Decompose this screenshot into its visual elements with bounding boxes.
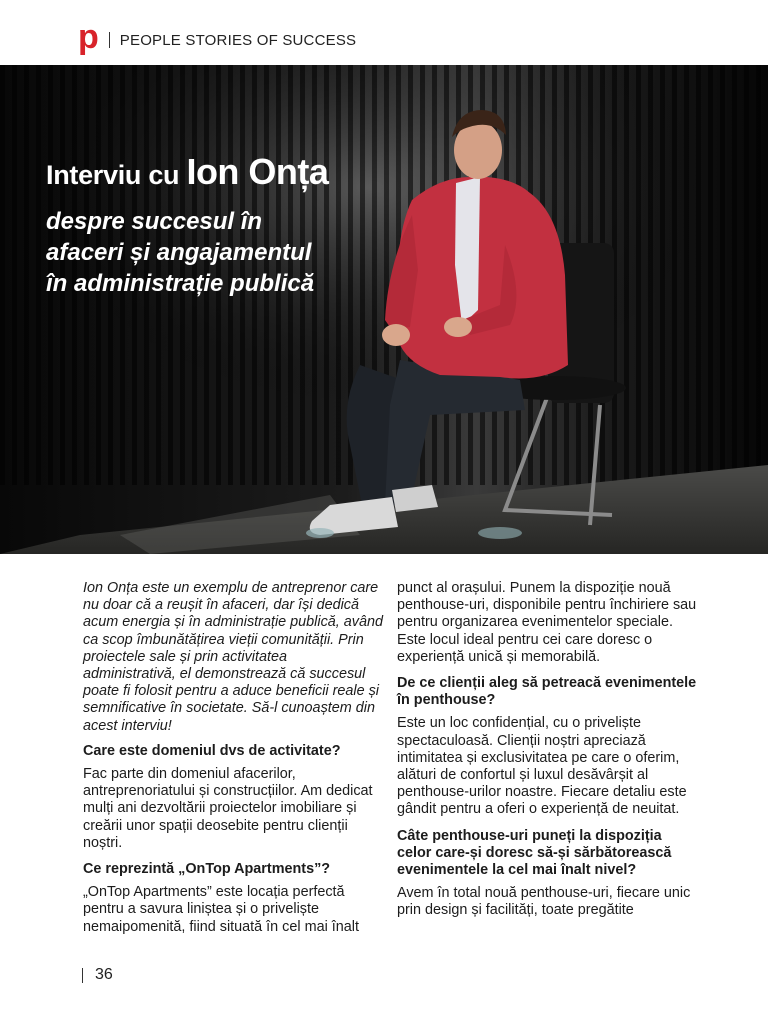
answer-paragraph: „OnTop Apartments” este locația perfectă pentru a savura liniștea și o priveliște nemaipomenită, fiind situată în cel mai înalt bbox=[83, 884, 359, 935]
answer-paragraph: Este un loc confidențial, cu o priveliște spectaculoasă. Clienții noștri apreciază intimitatea și exclusivitatea pe care o oferim, alături de confortul și luxul desăvârșit al penthouse-urilor noastre. Fiecare detaliu este gândit pentru a oferi o experiență de neuitat. bbox=[397, 715, 687, 818]
hero-title-prefix: Interviu cu bbox=[46, 160, 187, 190]
header-divider bbox=[109, 32, 110, 48]
answer-paragraph: punct al orașului. Punem la dispoziție nouă penthouse-uri, disponibile pentru închiriere sau pentru organizarea evenimentelor speciale. Este locul ideal pentru cei care doresc o experiență unică și memorabilă. bbox=[397, 580, 697, 665]
section-name: PEOPLE STORIES OF SUCCESS bbox=[119, 31, 357, 49]
page-header bbox=[78, 18, 357, 56]
hero-title bbox=[46, 151, 328, 193]
hero-subtitle bbox=[46, 206, 406, 299]
question-heading: De ce clienții aleg să petreacă evenimentele în penthouse? bbox=[397, 675, 697, 709]
question-heading: Câte penthouse-uri puneți la dispoziția celor care-și doresc să-și sărbătorească evenimentele la cel mai înalt nivel? bbox=[397, 827, 672, 879]
article-column-right bbox=[397, 580, 697, 929]
page-number: 36 bbox=[95, 966, 113, 983]
hero-photo bbox=[0, 65, 768, 554]
hero-title-name: Ion Onța bbox=[186, 151, 329, 192]
answer-paragraph: Fac parte din domeniul afacerilor, antreprenoriatului și construcțiilor. Am dedicat mulți ani dezvoltării proiectelor imobiliare și creării unor spații deosebite pentru clienții noștri. bbox=[83, 766, 373, 851]
footer-divider bbox=[82, 968, 83, 983]
hero-subtitle-line: în administrație publică bbox=[46, 270, 315, 297]
page-footer bbox=[82, 966, 113, 984]
question-heading: Ce reprezintă „OnTop Apartments”? bbox=[83, 861, 331, 878]
article-lead: Ion Onța este un exemplu de antreprenor care nu doar că a reușit în afaceri, dar își dedică acum energia și în administrație publică, având ca scop îmbunătățirea vieții comunității. Prin proiectele sale și prin activitatea administrativă, el demonstrează că succesul poate fi folosit pentru a aduce beneficii reale și semnificative în societate. Să-l cunoaștem din acest interviu! bbox=[83, 580, 383, 734]
answer-paragraph: Avem în total nouă penthouse-uri, fiecare unic prin design și facilități, toate pregătite bbox=[397, 885, 691, 919]
hero-subtitle-line: despre succesul în bbox=[46, 208, 263, 235]
hero-subtitle-line: afaceri și angajamentul bbox=[46, 239, 312, 266]
hero-photo-illustration bbox=[0, 65, 768, 554]
question-heading: Care este domeniul dvs de activitate? bbox=[83, 742, 341, 759]
magazine-logo: p bbox=[78, 18, 99, 56]
article-column-left bbox=[83, 580, 383, 945]
